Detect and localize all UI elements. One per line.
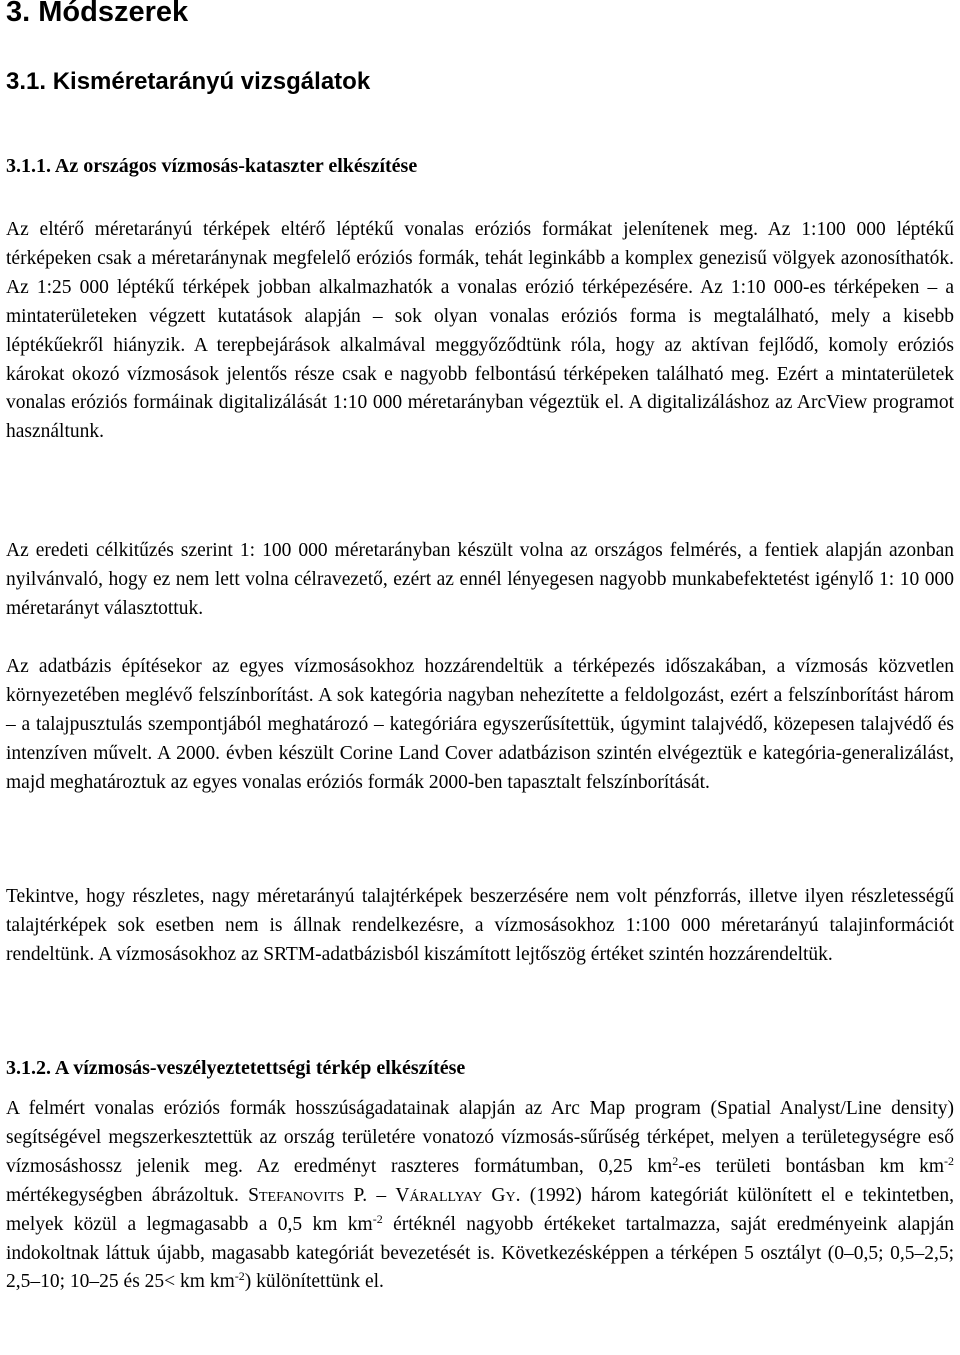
chapter-title: 3. Módszerek — [6, 0, 189, 28]
author-dash: – — [367, 1184, 396, 1206]
p5-text-d: (1992) három kategóriát különített el e tekintetben, melyek közül a legmagasabb a 0,5 km km — [6, 1184, 955, 1235]
superscript: -2 — [372, 1211, 383, 1226]
p5-text-c: mértékegységben ábrázoltuk. — [6, 1184, 249, 1206]
paragraph-4: Tekintve, hogy részletes, nagy méretarányú talajtérképek beszerzésére nem volt pénzforrás, illetve ilyen részletességű talajtérképek sok esetben nem is állnak rendelkezésre, a vízmosásokhoz 1:100 000 méretarányú talajinformációt rendeltünk. A vízmosásokhoz az SRTM-adatbázisból kiszámított lejtőszög értéket szintén hozzárendeltük. — [6, 886, 954, 965]
subsection-title-1: 3.1.1. Az országos vízmosás-kataszter elkészítése — [6, 155, 418, 177]
author-stefanovits: Stefanovits P. — [248, 1184, 368, 1206]
subsection-title-2: 3.1.2. A vízmosás-veszélyeztetettségi térkép elkészítése — [6, 1057, 466, 1079]
p5-text-b: -es területi bontásban km km — [678, 1155, 944, 1177]
author-varallyay: Várallyay Gy. — [395, 1184, 521, 1206]
p5-text-e: értéknél nagyobb értékeket tartalmazza, saját eredményeink alapján indokoltnak láttuk újabb, magasabb kategóriát bevezetését is. Következésképpen a térképen 5 osztályt (0–0,5; 0,5–2,5; 2,5–10; 10–25 és 25< km km — [6, 1213, 954, 1293]
paragraph-1: Az eltérő méretarányú térképek eltérő léptékű vonalas eróziós formákat jelenítenek meg. Az 1:100 000 léptékű térképeken csak a méretaránynak megfelelő eróziós formák, tehát leginkább a komplex genezisű völgyek azonosíthatók. Az 1:25 000 léptékű térképek jobban alkalmazhatók a vonalas erózió térképezésére. Az 1:10 000-es térképeken – a mintaterületeken végzett kutatások alapján – sok olyan vonalas eróziós forma is megtalálható, mely a kisebb léptékűekről hiányzik. A terepbejárások alkalmával meggyőződtünk róla, hogy az aktívan fejlődő, komoly eróziós károkat okozó vízmosások jelentős része csak e nagyobb felbontású térképeken található meg. Ezért a mintaterületek vonalas eróziós formáinak digitalizálását 1:10 000 méretarányban végeztük el. A digitalizáláshoz az ArcView programot használtunk. — [6, 219, 954, 443]
paragraph-2: Az eredeti célkitűzés szerint 1: 100 000 méretarányban készült volna az országos felmérés, a fentiek alapján azonban nyilvánvaló, hogy ez nem lett volna célravezető, ezért az ennél lényegesen nagyobb munkabefektetést igénylő 1: 10 000 méretarányt választottuk. — [6, 540, 954, 619]
paragraph-3: Az adatbázis építésekor az egyes vízmosásokhoz hozzárendeltük a térképezés időszakában, a vízmosás közvetlen környezetében meglévő felszínborítást. A sok kategória nagyban nehezítette a feldolgozást, ezért a felszínborítást három – a talajpusztulás szempontjából meghatározó – kategóriára egyszerűsítettük, úgymint talajvédő, közepesen talajvédő és intenzíven művelt. A 2000. évben készült Corine Land Cover adatbázison szintén elvégeztük e kategória-generalizálást, majd meghatároztuk az egyes vonalas eróziós formák 2000-ben tapasztalt felszínborítását. — [6, 656, 954, 793]
p5-text-f: ) különítettünk el. — [244, 1271, 384, 1293]
superscript: 2 — [672, 1153, 679, 1168]
superscript: -2 — [944, 1153, 954, 1168]
section-title: 3.1. Kisméretarányú vizsgálatok — [6, 68, 371, 95]
p5-text-a: A felmért vonalas eróziós formák hosszúságadatainak alapján az Arc Map program (Spatial Analyst/Line density) segítségével megszerkesztettük az ország területére vonatozó vízmosás-sűrűség térképet, melyen a területegységre eső vízmosáshossz jelenik meg. Az eredményt raszteres formátumban, 0,25 km — [6, 1098, 954, 1177]
paragraph-5 — [6, 1095, 954, 1297]
superscript: -2 — [234, 1269, 245, 1284]
